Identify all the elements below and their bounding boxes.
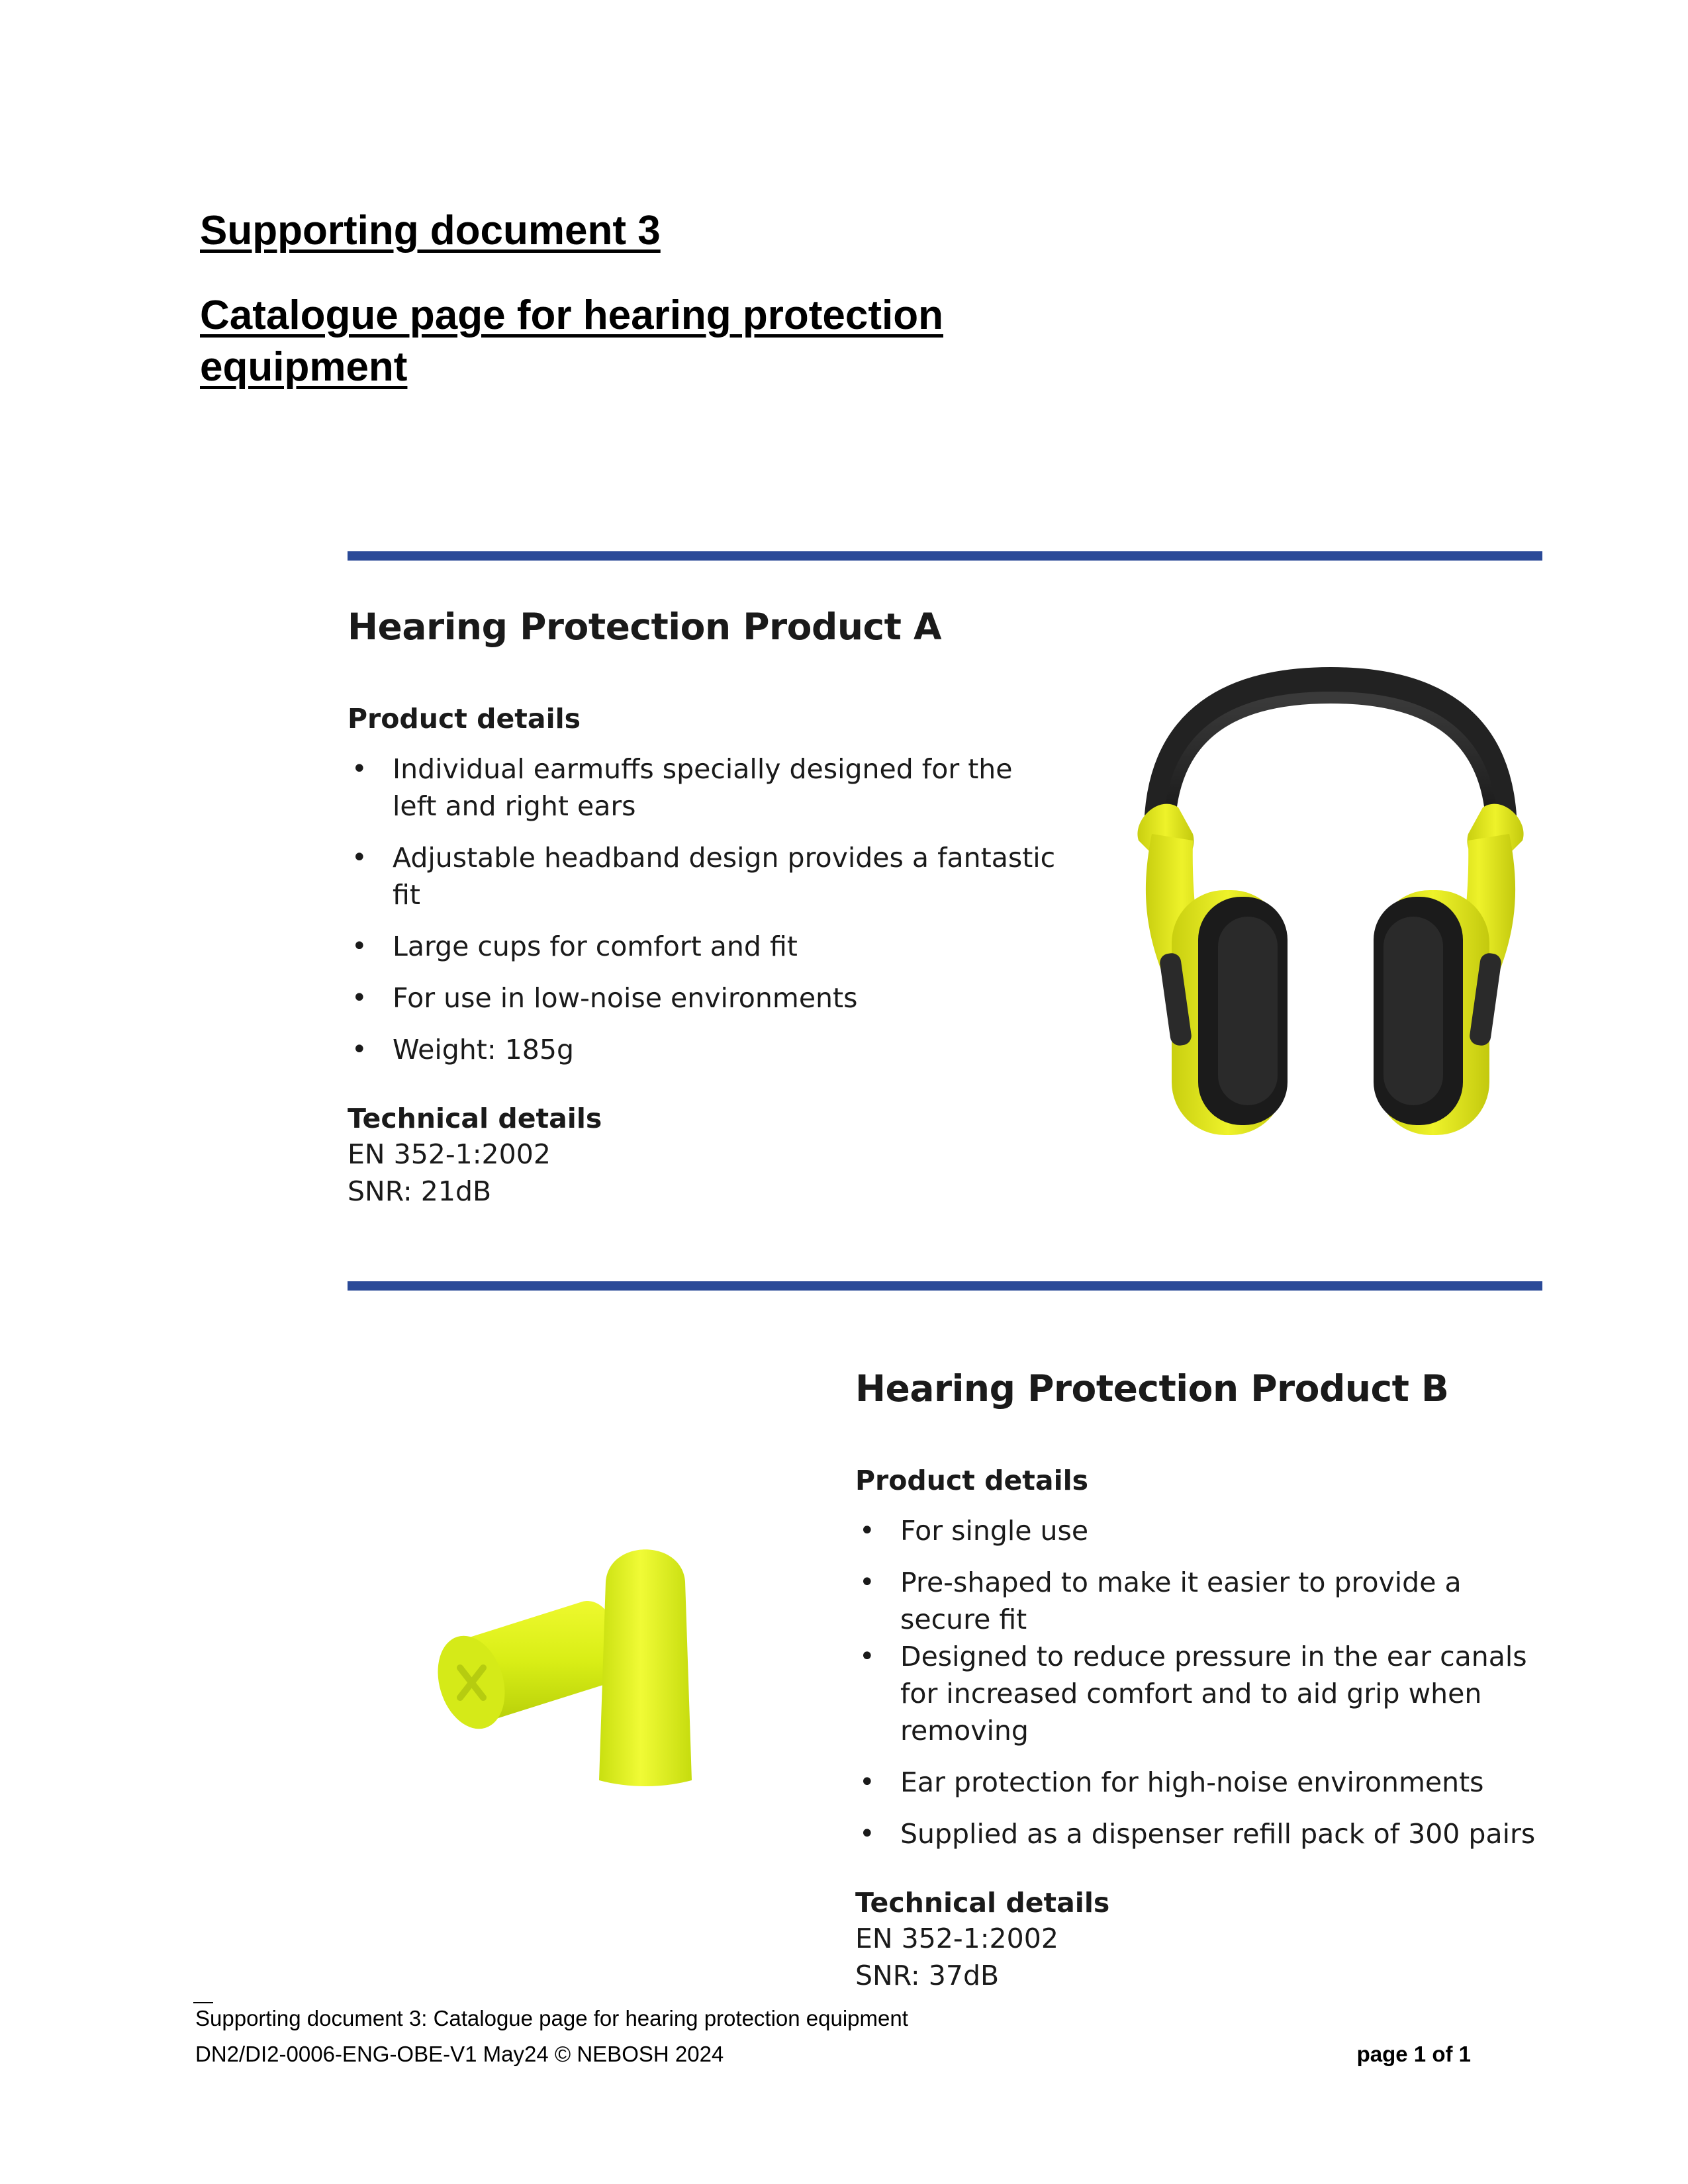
- product-b-details-list: [855, 1512, 1544, 1852]
- product-b-standard: EN 352-1:2002: [855, 1923, 1058, 1954]
- list-item: • Ear protection for high-noise environments: [855, 1764, 1544, 1801]
- list-item: • Weight: 185g: [348, 1031, 1089, 1068]
- product-b-snr: SNR: 37dB: [855, 1960, 1000, 1991]
- section-divider-a: [348, 551, 1542, 561]
- product-a-section: [348, 604, 1089, 1210]
- list-item: • Adjustable headband design provides a fantastic fit: [348, 839, 1089, 913]
- footer-reference: DN2/DI2-0006-ENG-OBE-V1 May24 © NEBOSH 2024: [195, 2042, 724, 2066]
- earplugs-image: [430, 1542, 715, 1787]
- footer-document-title: Supporting document 3: Catalogue page for hearing protection equipment: [195, 2006, 908, 2030]
- document-heading: Supporting document 3: [200, 208, 661, 253]
- product-a-details-heading: Product details: [348, 703, 581, 735]
- earmuffs-image: [1119, 662, 1542, 1165]
- product-b-technical-heading: Technical details: [855, 1887, 1110, 1919]
- list-item: • For use in low-noise environments: [348, 979, 1089, 1017]
- product-a-standard: EN 352-1:2002: [348, 1138, 551, 1170]
- list-item: • Large cups for comfort and fit: [348, 928, 1089, 965]
- list-item: • Pre-shaped to make it easier to provide a secure fit: [855, 1564, 1544, 1638]
- section-divider-b: [348, 1281, 1542, 1291]
- document-subheading: Catalogue page for hearing protection equipment: [200, 293, 943, 390]
- product-a-snr: SNR: 21dB: [348, 1175, 492, 1207]
- list-item: • Supplied as a dispenser refill pack of 300 pairs: [855, 1815, 1544, 1852]
- list-item: • Individual earmuffs specially designed for the left and right ears: [348, 751, 1041, 825]
- product-b-details-heading: Product details: [855, 1465, 1089, 1496]
- product-b-title: Hearing Protection Product B: [855, 1367, 1449, 1410]
- product-b-section: [855, 1365, 1544, 1994]
- product-a-title: Hearing Protection Product A: [348, 606, 942, 648]
- page-number: page 1 of 1: [1356, 2042, 1471, 2066]
- product-a-details-list: [348, 751, 1089, 1068]
- product-a-technical-heading: Technical details: [348, 1103, 602, 1134]
- list-item: • Designed to reduce pressure in the ear canals for increased comfort and to aid grip when removing: [855, 1638, 1544, 1749]
- footer-rule: [193, 2002, 213, 2003]
- list-item: • For single use: [855, 1512, 1544, 1549]
